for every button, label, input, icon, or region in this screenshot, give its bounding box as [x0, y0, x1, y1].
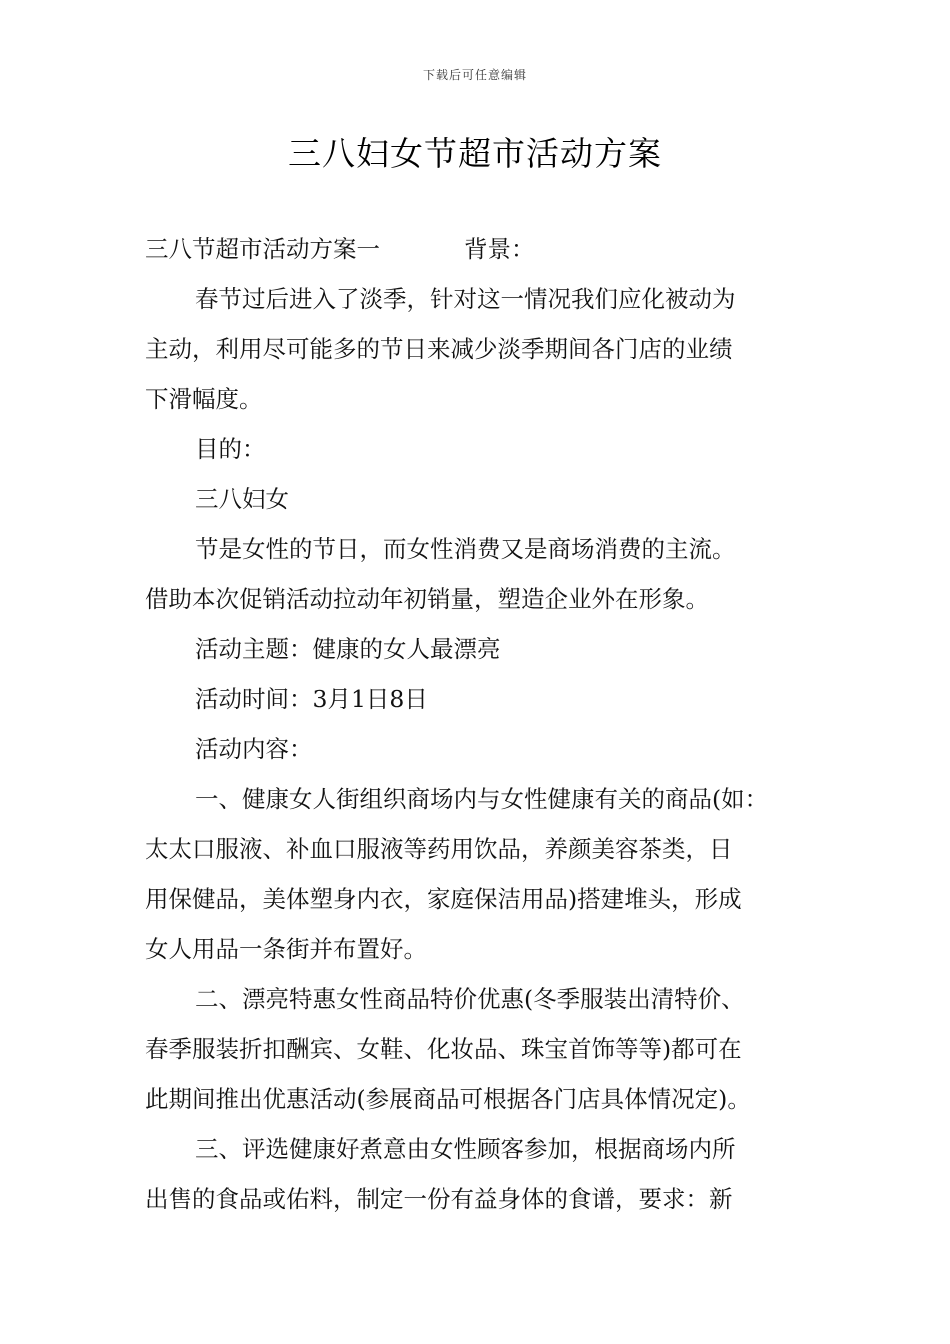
header-note: 下载后可任意编辑: [422, 68, 527, 82]
section-heading: [145, 224, 835, 274]
section-heading-sub: 背景：: [464, 235, 535, 263]
text-line: 活动主题：健康的女人最漂亮: [195, 635, 501, 663]
text-line: 下滑幅度。: [145, 385, 263, 413]
text-line: 春节过后进入了淡季，针对这一情况我们应化被动为: [195, 285, 736, 313]
text-line: 二、漂亮特惠女性商品特价优惠(冬季服装出清特价、: [195, 985, 745, 1013]
section-heading-label: 三八节超市活动方案一: [145, 235, 380, 263]
text-line: 出售的食品或佑料，制定一份有益身体的食谱，要求：新: [145, 1185, 733, 1213]
text-line: 节是女性的节日，而女性消费又是商场消费的主流。: [195, 535, 736, 563]
text-line: 一、健康女人街组织商场内与女性健康有关的商品(如：: [195, 785, 769, 813]
text-line: 三八妇女: [195, 485, 289, 513]
document-body: [145, 224, 835, 1224]
text-line: 女人用品一条街并布置好。: [145, 935, 427, 963]
text-line: 活动时间：3月1日8日: [195, 685, 428, 713]
text-line: 活动内容：: [195, 735, 313, 763]
paragraph-lines: [145, 274, 835, 1224]
text-line: 太太口服液、补血口服液等药用饮品，养颜美容茶类，日: [145, 835, 733, 863]
text-line: 主动，利用尽可能多的节日来减少淡季期间各门店的业绩: [145, 335, 733, 363]
text-line: 三、评选健康好煮意由女性顾客参加，根据商场内所: [195, 1135, 736, 1163]
text-line: 此期间推出优惠活动(参展商品可根据各门店具体情况定)。: [145, 1085, 751, 1113]
text-line: 目的：: [195, 435, 266, 463]
text-line: 用保健品，美体塑身内衣，家庭保洁用品)搭建堆头，形成: [145, 885, 742, 913]
text-line: 借助本次促销活动拉动年初销量，塑造企业外在形象。: [145, 585, 709, 613]
document-title: 三八妇女节超市活动方案: [288, 134, 662, 173]
text-line: 春季服装折扣酬宾、女鞋、化妆品、珠宝首饰等等)都可在: [145, 1035, 742, 1063]
